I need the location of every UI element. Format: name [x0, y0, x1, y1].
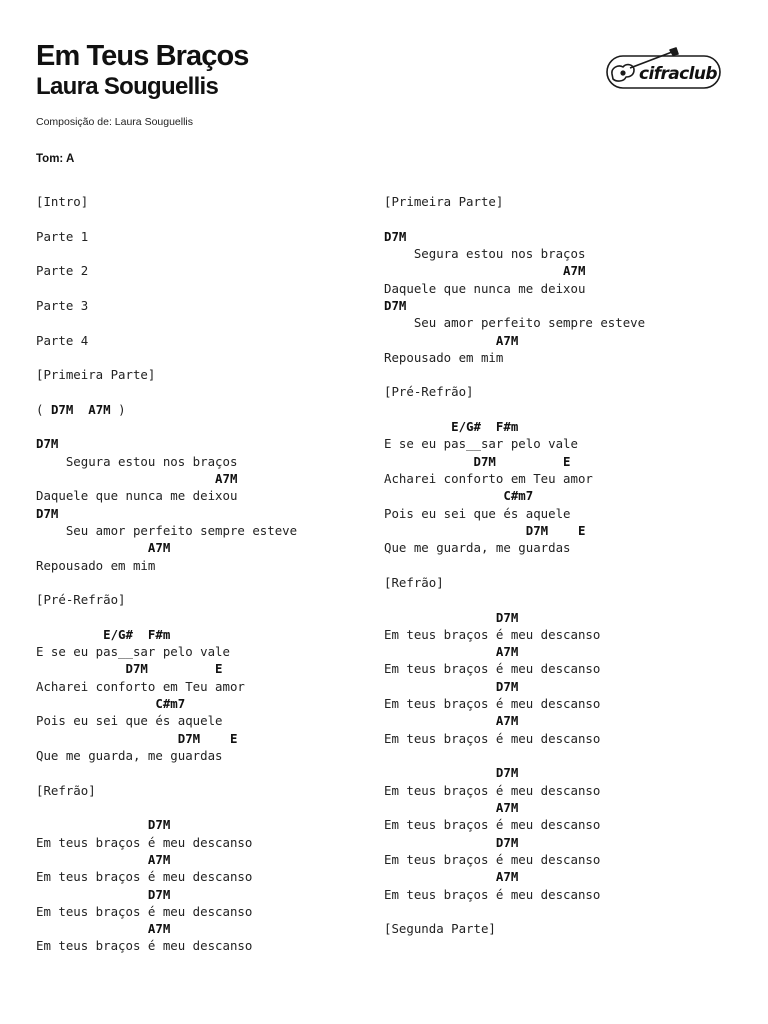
sheet-line: Acharei conforto em Teu amor — [384, 471, 593, 486]
sheet-line: Em teus braços é meu descanso — [36, 938, 253, 954]
chord-line: D7M — [384, 297, 407, 313]
sheet-line: Pois eu sei que és aquele — [36, 713, 223, 729]
sheet-line: [Pré-Refrão] — [384, 384, 474, 400]
sheet-line: Parte 4 — [36, 332, 89, 348]
chord-line: A7M — [36, 851, 171, 867]
sheet-line: Repousado em mim — [36, 557, 156, 573]
sheet-line: Segura estou nos braços — [36, 453, 238, 469]
sheet-line — [36, 280, 297, 297]
sheet-line: Em teus braços é meu descanso — [384, 782, 601, 798]
sheet-line: Repousado em mim — [384, 349, 504, 365]
sheet-line: Parte 2 — [36, 263, 89, 279]
chord-line: D7M — [384, 678, 519, 694]
logo-text: cifraclub — [639, 64, 717, 84]
chord: D7M — [50, 401, 74, 417]
chord-line: D7M E — [384, 453, 571, 469]
sheet-line — [384, 557, 645, 574]
sheet-line: Seu amor perfeito sempre esteve — [36, 522, 298, 538]
sheet-line: Pois eu sei que és aquele — [384, 505, 571, 521]
chord-line: D7M E — [36, 730, 238, 746]
sheet-line: Que me guarda, me guardas — [36, 748, 223, 763]
cifraclub-logo — [606, 44, 722, 94]
sheet-line: [Refrão] — [36, 782, 96, 798]
sheet-line: Seu amor perfeito sempre esteve — [384, 315, 646, 331]
chord-line: A7M — [384, 869, 519, 885]
sheet-line: Em teus braços é meu descanso — [36, 834, 253, 850]
chord-line: A7M — [384, 713, 519, 729]
chord-line: D7M — [384, 609, 519, 625]
chord-line: A7M — [384, 799, 519, 815]
sheet-line — [36, 764, 297, 781]
sheet-line — [384, 903, 645, 920]
sheet-line — [36, 245, 297, 262]
sheet-line: Segura estou nos braços — [384, 245, 586, 261]
chord-line: D7M — [384, 834, 519, 850]
chord-line: D7M — [36, 817, 171, 833]
sheet-line: Em teus braços é meu descanso — [36, 869, 253, 885]
sheet-line — [36, 609, 297, 626]
composer-credit: Composição de: Laura Souguellis — [36, 116, 194, 128]
sheet-line: [Refrão] — [384, 574, 444, 590]
sheet-line: Daquele que nunca me deixou — [384, 280, 586, 296]
chord-line: D7M — [384, 228, 407, 244]
guitar-icon — [606, 44, 722, 94]
sheet-line — [36, 418, 297, 435]
sheet-line — [384, 401, 645, 418]
sheet-line: Em teus braços é meu descanso — [384, 661, 601, 677]
chord-line: D7M — [36, 886, 171, 902]
sheet-line: Que me guarda, me guardas — [384, 540, 571, 556]
chord-line: A7M — [384, 332, 519, 348]
artist-name: Laura Souguellis — [36, 73, 219, 100]
sheet-line: Em teus braços é meu descanso — [384, 851, 601, 867]
song-key: Tom: A — [36, 153, 75, 165]
sheet-line — [36, 799, 297, 816]
sheet-line: Em teus braços é meu descanso — [36, 903, 253, 919]
chord-sheet-right-column — [384, 193, 645, 937]
chord-line: D7M E — [384, 522, 586, 538]
sheet-line — [384, 747, 645, 764]
sheet-line: Em teus braços é meu descanso — [384, 626, 601, 642]
sheet-line — [36, 349, 297, 366]
sheet-line: Em teus braços é meu descanso — [384, 696, 601, 712]
sheet-line: E se eu pas__sar pelo vale — [36, 644, 230, 660]
sheet-line — [384, 366, 645, 383]
sheet-line: [Primeira Parte] — [384, 194, 504, 209]
chord-line: C#m7 — [36, 696, 186, 712]
sheet-line — [384, 210, 645, 227]
sheet-line: [Intro] — [36, 194, 89, 209]
chord-riff-line: ( D7M A7M ) — [36, 401, 126, 417]
sheet-line — [36, 383, 297, 400]
sheet-line: [Segunda Parte] — [384, 921, 496, 937]
sheet-line: E se eu pas__sar pelo vale — [384, 436, 578, 452]
chord-line: E/G# F#m — [384, 419, 519, 435]
chord-line: E/G# F#m — [36, 626, 171, 642]
chord-line: D7M — [36, 436, 59, 452]
sheet-line — [384, 591, 645, 608]
chord-line: A7M — [384, 644, 519, 660]
chord-line: D7M E — [36, 661, 223, 677]
sheet-line: Em teus braços é meu descanso — [384, 817, 601, 833]
chord-line: A7M — [36, 921, 171, 937]
chord: A7M — [88, 401, 111, 417]
chord-line: C#m7 — [384, 488, 534, 504]
sheet-line: Daquele que nunca me deixou — [36, 488, 238, 504]
chord-line: D7M — [36, 505, 59, 521]
sheet-line — [36, 314, 297, 331]
chord-sheet-left-column — [36, 193, 297, 955]
chord-line: D7M — [384, 765, 519, 781]
sheet-line: Acharei conforto em Teu amor — [36, 678, 245, 694]
chord-line: A7M — [36, 540, 171, 556]
sheet-line — [36, 210, 297, 227]
sheet-line: Parte 3 — [36, 297, 89, 313]
chord-line: A7M — [36, 471, 238, 486]
sheet-line: Em teus braços é meu descanso — [384, 730, 601, 746]
sheet-line: [Primeira Parte] — [36, 367, 156, 383]
song-title: Em Teus Braços — [36, 40, 249, 72]
sheet-line: Em teus braços é meu descanso — [384, 886, 601, 902]
chord-line: A7M — [384, 263, 586, 279]
sheet-line: Parte 1 — [36, 228, 89, 244]
sheet-line: [Pré-Refrão] — [36, 592, 126, 608]
sheet-line — [36, 574, 297, 591]
